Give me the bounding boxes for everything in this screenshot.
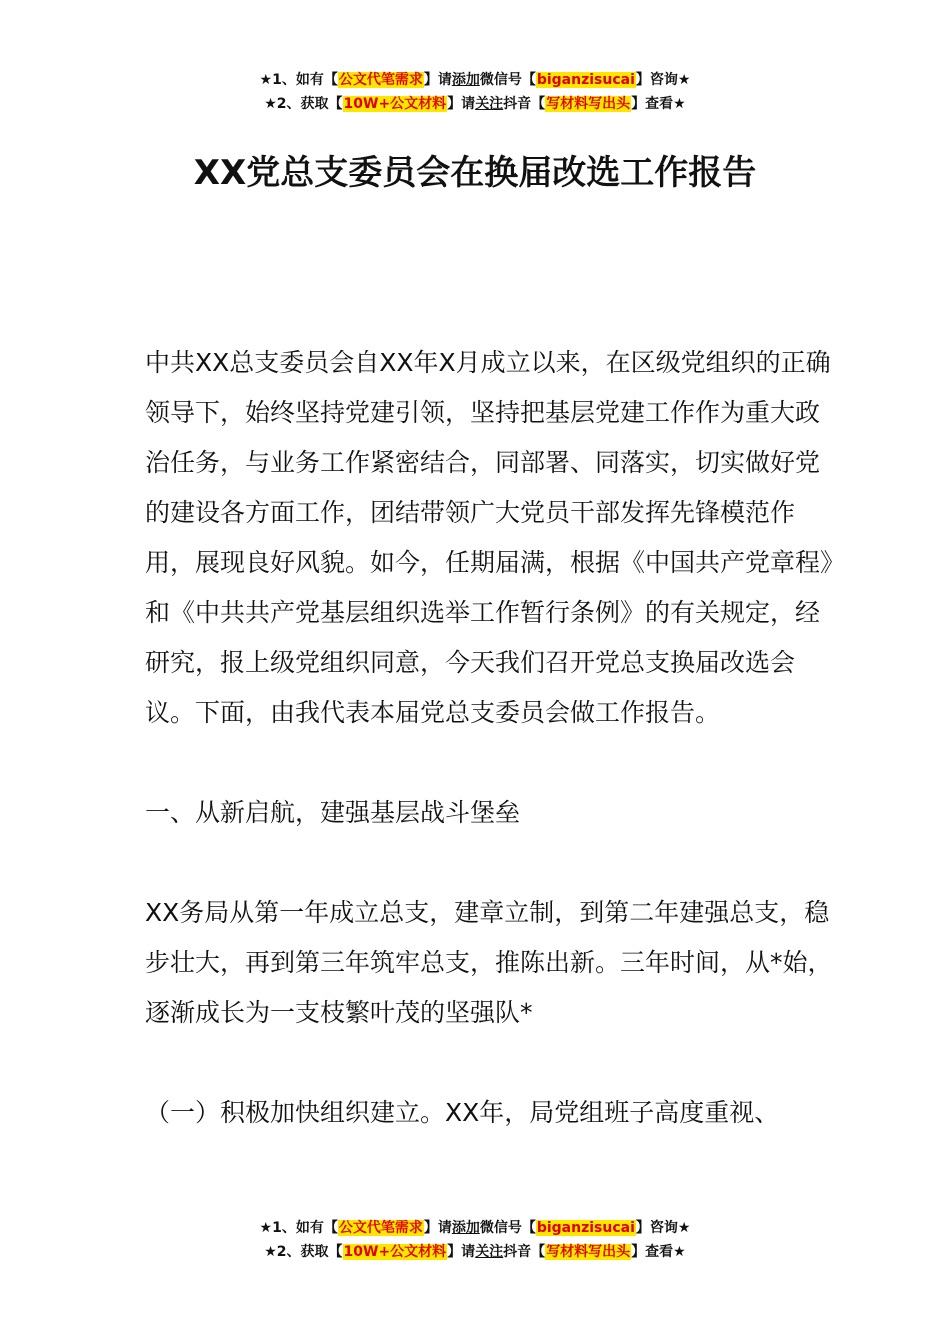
document-title: XX党总支委员会在换届改选工作报告 <box>193 153 757 193</box>
subsection-paragraph: （一）积极加快组织建立。XX年，局党组班子高度重视、 <box>145 1098 780 1127</box>
highlight-materials: 10W+公文材料 <box>343 1244 447 1260</box>
highlight-materials: 10W+公文材料 <box>343 96 447 112</box>
highlight-douyin: 写材料写出头 <box>546 96 631 112</box>
body-paragraph: XX务局从第一年成立总支，建章立制，到第二年建强总支，稳步壮大，再到第三年筑牢总支，推陈出新。三年时间，从*始，逐渐成长为一支枝繁叶茂的坚强队* <box>145 898 833 1027</box>
highlight-service: 公文代笔需求 <box>338 1220 423 1236</box>
promo-line-1: ★1、如有【公文代笔需求】请添加微信号【biganzisucai】咨询★ <box>259 1220 691 1236</box>
highlight-douyin: 写材料写出头 <box>546 1244 631 1260</box>
highlight-service: 公文代笔需求 <box>338 72 423 88</box>
intro-paragraph: 中共XX总支委员会自XX年X月成立以来，在区级党组织的正确领导下，始终坚持党建引领，坚持把基层党建工作作为重大政治任务，与业务工作紧密结合，同部署、同落实，切实做好党的建设各方面工作，团结带领广大党员干部发挥先锋模范作用，展现良好风貌。如今，任期届满，根据《中国共产党章程》和《中共共产党基层组织选举工作暂行条例》的有关规定，经研究，报上级党组织同意，今天我们召开党总支换届改选会议。下面，由我代表本届党总支委员会做工作报告。 <box>145 348 833 727</box>
paragraph-spacer <box>145 1038 835 1088</box>
paragraph-spacer <box>145 738 835 788</box>
section-heading: 一、从新启航，建强基层战斗堡垒 <box>145 798 521 827</box>
document-body <box>145 338 835 1138</box>
promo-banner-bottom <box>0 1216 950 1264</box>
paragraph-spacer <box>145 838 835 888</box>
highlight-wechat-id: biganzisucai <box>536 1220 635 1236</box>
promo-line-1: ★1、如有【公文代笔需求】请添加微信号【biganzisucai】咨询★ <box>259 72 691 88</box>
promo-banner-top <box>0 68 950 116</box>
highlight-wechat-id: biganzisucai <box>536 72 635 88</box>
promo-line-2: ★2、获取【10W+公文材料】请关注抖音【写材料写出头】查看★ <box>264 96 686 112</box>
promo-line-2: ★2、获取【10W+公文材料】请关注抖音【写材料写出头】查看★ <box>264 1244 686 1260</box>
